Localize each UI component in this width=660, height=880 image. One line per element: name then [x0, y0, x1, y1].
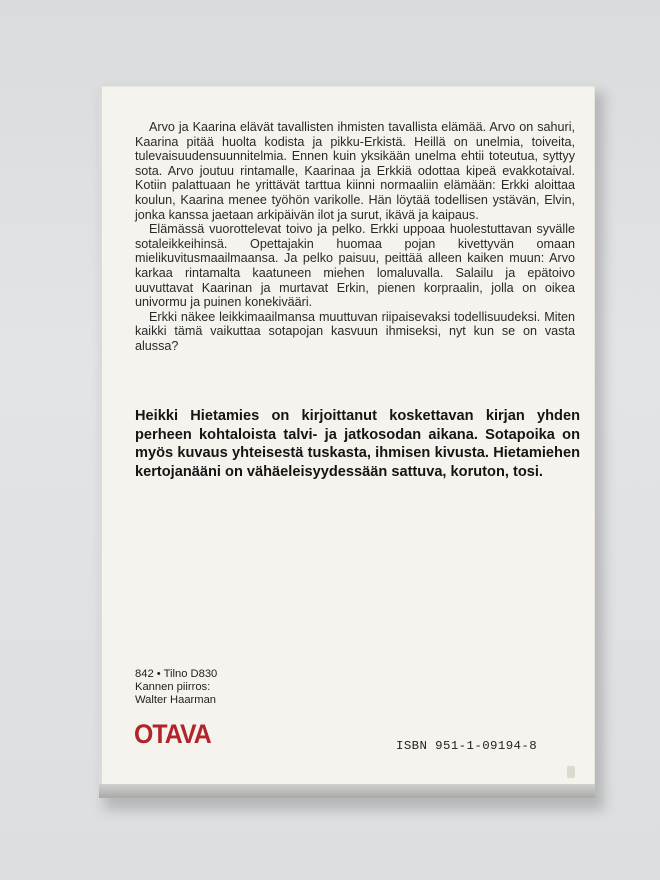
book-back-cover	[99, 86, 595, 798]
cover-credit-label: Kannen piirros:	[135, 680, 211, 693]
publisher-logo: OTAVA	[134, 719, 211, 749]
review-bold-text: Heikki Hietamies on kirjoittanut koskettavan kirjan yhden perheen kohtaloista talvi- ja jatkosodan aikana. Sotapoika on myös kuvaus yhteisestä tuskasta, ihmisen kivusta. Hietamiehen kertojanääni on vähäeleisyydessään sattuva, koruton, tosi.	[135, 408, 580, 480]
cover-scuff-mark	[567, 766, 575, 778]
blurb-paragraph-2: Elämässä vuorottelevat toivo ja pelko. Erkki uppoaa huolestuttavan syvälle sotaleikkeihinsä. Opettajakin huomaa pojan kivettyvän omaan mielikuvitusmaailmaansa. Ja pelko paisuu, peittää alleen kaiken muun: Arvo karkaa rintamalta kaatuneen miehen lomaluvalla. Salailu ja epätoivo uuvuttavat Kaarinan ja murtavat Erkin, pienen korpraalin, jolla on oikea univormu ja puinen konekivääri.	[135, 222, 575, 310]
blurb-text	[135, 120, 575, 354]
cover-left-edge	[99, 86, 102, 798]
catalog-number: 842 • Tilno D830	[135, 668, 218, 680]
credits	[135, 668, 217, 706]
book-bottom-edge	[99, 784, 595, 798]
blurb-paragraph-3: Erkki näkee leikkimaailmansa muuttuvan riipaisevaksi todellisuudeksi. Miten kaikki tämä vaikuttaa sotapojan kasvuun ihmiseksi, nyt kun se on vasta alussa?	[135, 309, 575, 353]
blurb-paragraph-1: Arvo ja Kaarina elävät tavallisten ihmisten tavallista elämää. Arvo on sahuri, Kaarina pitää huolta kodista ja pikku-Erkistä. Heillä on unelmia, toiveita, tulevaisuudensuunnitelmia. Ennen kuin yksikään unelma ehtii toteutua, syttyy sota. Arvo joutuu rintamalle, Kaarinaa ja Erkkiä odottaa kipeä evakkotaival. Kotiin palattuaan he yrittävät tarttua kiinni normaaliin elämään: Erkki aloittaa koulun, Kaarina menee työhön varikolle. Hän löytää todellisen ystävän, Elvin, jonka kanssa jaetaan arkipäivän ilot ja surut, ikävä ja kaipaus.	[135, 120, 575, 222]
cover-artist: Walter Haarman	[135, 693, 217, 706]
isbn-number: ISBN 951-1-09194-8	[396, 739, 538, 753]
